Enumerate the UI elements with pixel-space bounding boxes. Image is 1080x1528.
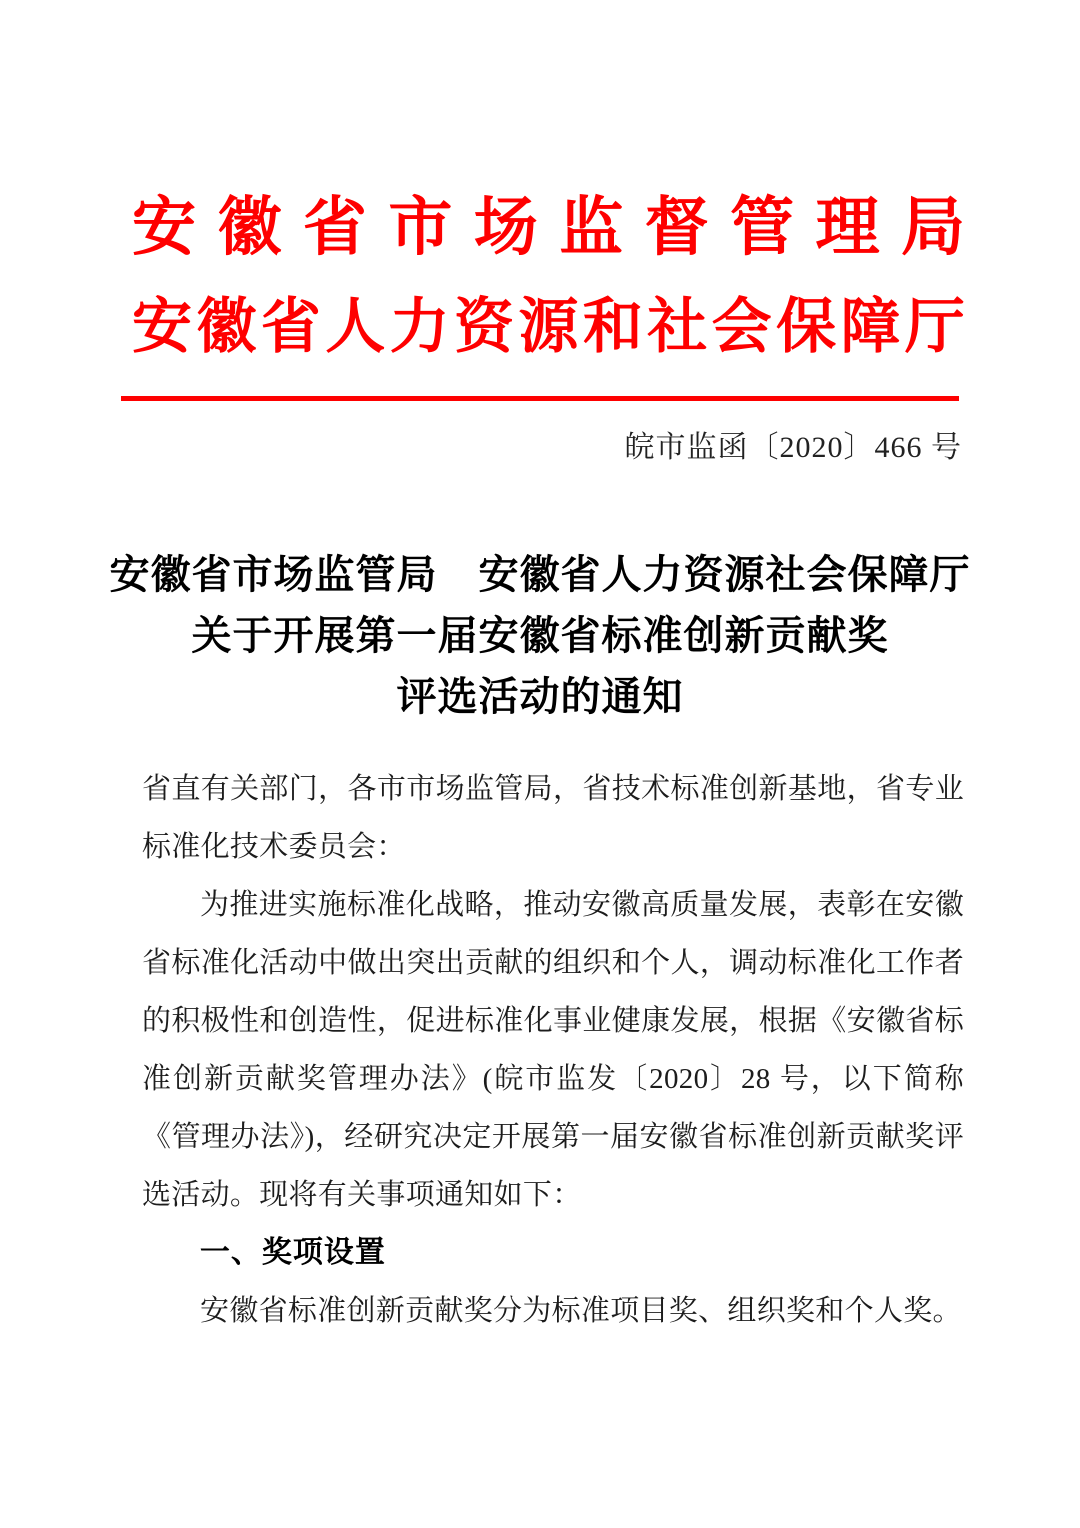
org-name-char: 人: [325, 294, 386, 360]
salutation: 省直有关部门，各市市场监管局，省技术标准创新基地，省专业标准化技术委员会：: [142, 773, 964, 863]
paragraph-intro: 为推进实施标准化战略，推动安徽高质量发展，表彰在安徽省标准化活动中做出突出贡献的组织和个人，调动标准化工作者的积极性和创造性，促进标准化事业健康发展，根据《安徽省标准创新贡献奖管理办法》(皖市监发〔2020〕28 号，以下简称《管理办法》)，经研究决定开展第一届安徽省标准创新贡献奖评选活动。现将有关事项通知如下：: [142, 889, 964, 1211]
org-name-char: 市: [388, 192, 453, 263]
letterhead: [0, 0, 1080, 464]
document-body: [142, 760, 964, 1340]
org-name-char: 理: [815, 192, 880, 263]
document-title: [0, 544, 1080, 727]
org-name-char: 徽: [196, 294, 257, 360]
org-name-char: 局: [900, 192, 965, 263]
org-name-line-1: [132, 194, 965, 262]
org-name-char: 障: [840, 294, 901, 360]
org-name-char: 督: [644, 192, 709, 263]
document-number: 皖市监函〔2020〕466 号: [624, 431, 962, 464]
org-name-line-2: [132, 296, 965, 358]
org-name-char: 管: [730, 192, 795, 263]
org-name-char: 省: [302, 192, 367, 263]
title-line-3: 评选活动的通知: [396, 674, 684, 719]
org-name-char: 会: [711, 294, 772, 360]
red-divider-rule: [121, 396, 959, 401]
org-name-char: 厅: [904, 294, 965, 360]
org-name-char: 保: [776, 294, 837, 360]
org-name-char: 和: [582, 294, 643, 360]
org-name-char: 社: [647, 294, 708, 360]
org-name-char: 安: [132, 192, 196, 263]
org-name-char: 徽: [217, 192, 282, 263]
paragraph-award-types: 安徽省标准创新贡献奖分为标准项目奖、组织奖和个人奖。: [200, 1295, 962, 1327]
org-name-char: 安: [132, 294, 192, 360]
org-name-char: 省: [260, 294, 321, 360]
org-name-char: 力: [389, 294, 450, 360]
org-name-char: 监: [559, 192, 624, 263]
org-name-char: 场: [473, 192, 538, 263]
title-line-1: 安徽省市场监管局 安徽省人力资源社会保障厅: [109, 552, 971, 597]
title-line-2: 关于开展第一届安徽省标准创新贡献奖: [191, 613, 889, 658]
org-name-char: 源: [518, 294, 579, 360]
org-name-char: 资: [454, 294, 515, 360]
section-heading-awards: 一、奖项设置: [199, 1236, 386, 1269]
